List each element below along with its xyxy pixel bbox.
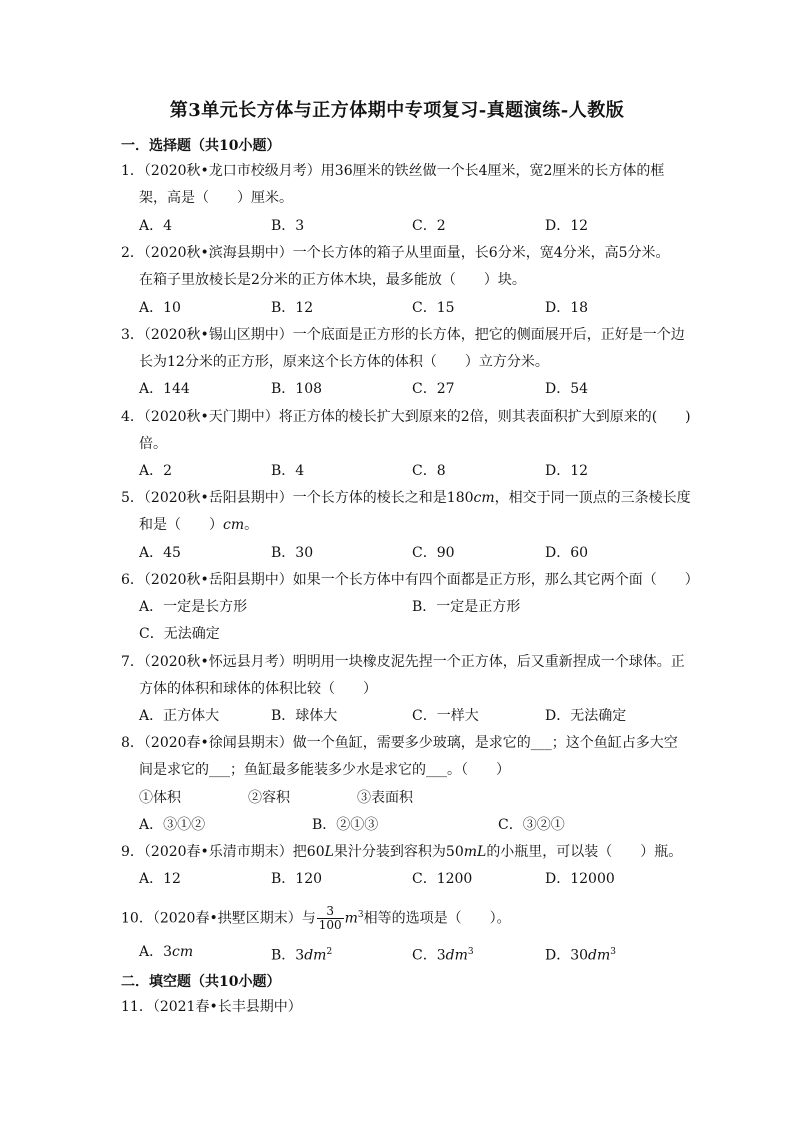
question-6-text: 6．（2020秋•岳阳县期中）如果一个长方体中有四个面都是正方形，那么其它两个面（ ） bbox=[121, 572, 699, 588]
question-2-text-cont: 在箱子里放棱长是2分米的正方体木块，最多能放（ ）块。 bbox=[139, 272, 526, 288]
unit-cm: cm bbox=[223, 517, 245, 533]
question-1-text-cont: 架，高是（ ）厘米。 bbox=[139, 190, 293, 206]
option-b: B．一定是正方形 bbox=[412, 599, 521, 615]
question-5-text bbox=[121, 489, 691, 507]
question-9-text-part: 的小瓶里，可以装（ ）瓶。 bbox=[486, 844, 683, 860]
option-c: C．8 bbox=[412, 463, 446, 479]
question-5-text-part: 5．（2020秋•岳阳县期中）一个长方体的棱长之和是180 bbox=[121, 490, 474, 506]
option-label: D．30 bbox=[545, 947, 589, 964]
fraction bbox=[317, 905, 344, 932]
option-b: B．12 bbox=[271, 300, 314, 316]
question-5-text-part: 和是（ ） bbox=[139, 517, 223, 533]
question-10-text-part: 相等的选项是（ ）。 bbox=[363, 910, 511, 927]
option-b: B．3 bbox=[271, 218, 305, 234]
question-8-text: 8．（2020春•徐闻县期末）做一个鱼缸，需要多少玻璃，是求它的___；这个鱼缸占多大空 bbox=[121, 735, 678, 751]
option-a: A．10 bbox=[139, 300, 181, 316]
option-a: A．③①② bbox=[139, 817, 206, 833]
question-9-text bbox=[121, 843, 682, 861]
option-c: C．③②① bbox=[498, 817, 565, 833]
option-a: A．正方体大 bbox=[139, 708, 220, 724]
unit-exponent: 3 bbox=[357, 910, 364, 920]
question-8-text-cont: 间是求它的___；鱼缸最多能装多少水是求它的___。（ ） bbox=[139, 762, 510, 778]
answer-item-1: ①体积 bbox=[139, 790, 181, 806]
question-10-text bbox=[121, 900, 511, 934]
option-b: B．4 bbox=[271, 463, 305, 479]
option-d: D．12 bbox=[545, 218, 589, 234]
question-7-text: 7．（2020秋•怀远县月考）明明用一块橡皮泥先捏一个正方体，后又重新捏成一个球体。正 bbox=[121, 654, 685, 670]
question-9-text-part: 果汁分装到容积为50 bbox=[333, 844, 464, 860]
option-b: B．②①③ bbox=[312, 817, 379, 833]
option-d: D．12 bbox=[545, 463, 589, 479]
option-unit: dm bbox=[588, 947, 611, 964]
fraction-denominator: 100 bbox=[318, 918, 342, 933]
option-c bbox=[412, 943, 474, 965]
option-c: C．27 bbox=[412, 381, 455, 397]
option-c: C．1200 bbox=[412, 871, 473, 887]
option-b: B．108 bbox=[271, 381, 323, 397]
question-1-text: 1．（2020秋•龙口市校级月考）用36厘米的铁丝做一个长4厘米，宽2厘米的长方体的框 bbox=[121, 163, 665, 179]
option-label: C．3 bbox=[412, 947, 446, 964]
option-d: D．60 bbox=[545, 545, 589, 561]
answer-item-3: ③表面积 bbox=[357, 790, 413, 806]
question-4-text: 4．（2020秋•天门期中）将正方体的棱长扩大到原来的2倍，则其表面积扩大到原来的( ) bbox=[121, 409, 691, 425]
option-a: A．12 bbox=[139, 871, 181, 887]
question-7-text-cont: 方体的体积和球体的体积比较（ ） bbox=[139, 681, 377, 697]
question-2-text: 2．（2020秋•滨海县期中）一个长方体的箱子从里面量，长6分米，宽4分米，高5分米。 bbox=[121, 245, 670, 261]
question-5-text-cont bbox=[139, 516, 258, 534]
unit-cm: cm bbox=[473, 490, 495, 506]
option-a: A．144 bbox=[139, 381, 190, 397]
page-title: 第3单元长方体与正方体期中专项复习-真题演练-人教版 bbox=[169, 100, 625, 121]
option-unit: cm bbox=[172, 944, 194, 960]
option-unit: dm bbox=[304, 947, 327, 964]
option-b: B．30 bbox=[271, 545, 314, 561]
option-d: D．54 bbox=[545, 381, 589, 397]
unit-ml: mL bbox=[463, 844, 487, 860]
option-label: B．3 bbox=[271, 947, 305, 964]
question-9-text-part: 9．（2020春•乐清市期末）把60 bbox=[121, 844, 325, 860]
option-c: C．无法确定 bbox=[139, 626, 220, 642]
option-unit-exponent: 3 bbox=[610, 947, 617, 957]
option-d bbox=[545, 943, 616, 965]
option-label: A．3 bbox=[139, 944, 173, 960]
unit-l: L bbox=[324, 844, 334, 860]
question-3-text: 3．（2020秋•锡山区期中）一个底面是正方形的长方体，把它的侧面展开后，正好是一个边 bbox=[121, 327, 685, 343]
question-5-text-part: ，相交于同一顶点的三条棱长度 bbox=[494, 490, 691, 506]
question-10-text-part: 10．（2020春•拱墅区期末）与 bbox=[121, 910, 316, 927]
option-a: A．4 bbox=[139, 218, 173, 234]
option-unit: dm bbox=[445, 947, 468, 964]
question-3-text-cont: 长为12分米的正方形，原来这个长方体的体积（ ）立方分米。 bbox=[139, 354, 549, 370]
option-a: A．一定是长方形 bbox=[139, 599, 248, 615]
option-a bbox=[139, 943, 193, 961]
answer-item-2: ②容积 bbox=[248, 790, 290, 806]
option-d: D．无法确定 bbox=[545, 708, 627, 724]
option-a: A．2 bbox=[139, 463, 173, 479]
option-unit-exponent: 2 bbox=[326, 947, 333, 957]
unit-m: m bbox=[344, 910, 358, 927]
option-unit-exponent: 3 bbox=[467, 947, 474, 957]
option-b bbox=[271, 943, 332, 965]
question-4-text-cont: 倍。 bbox=[139, 436, 167, 452]
question-11-text: 11．（2021春•长丰县期中） bbox=[121, 999, 302, 1015]
option-b: B．120 bbox=[271, 871, 323, 887]
option-c: C．90 bbox=[412, 545, 455, 561]
question-5-text-part: 。 bbox=[244, 517, 259, 533]
section-heading-fill: 二．填空题（共10小题） bbox=[121, 974, 281, 990]
option-d: D．12000 bbox=[545, 871, 615, 887]
option-c: C．一样大 bbox=[412, 708, 479, 724]
option-c: C．15 bbox=[412, 300, 455, 316]
option-c: C．2 bbox=[412, 218, 446, 234]
option-d: D．18 bbox=[545, 300, 589, 316]
section-heading-choice: 一．选择题（共10小题） bbox=[121, 138, 281, 154]
option-b: B．球体大 bbox=[271, 708, 338, 724]
option-a: A．45 bbox=[139, 545, 181, 561]
fraction-numerator: 3 bbox=[317, 905, 344, 919]
